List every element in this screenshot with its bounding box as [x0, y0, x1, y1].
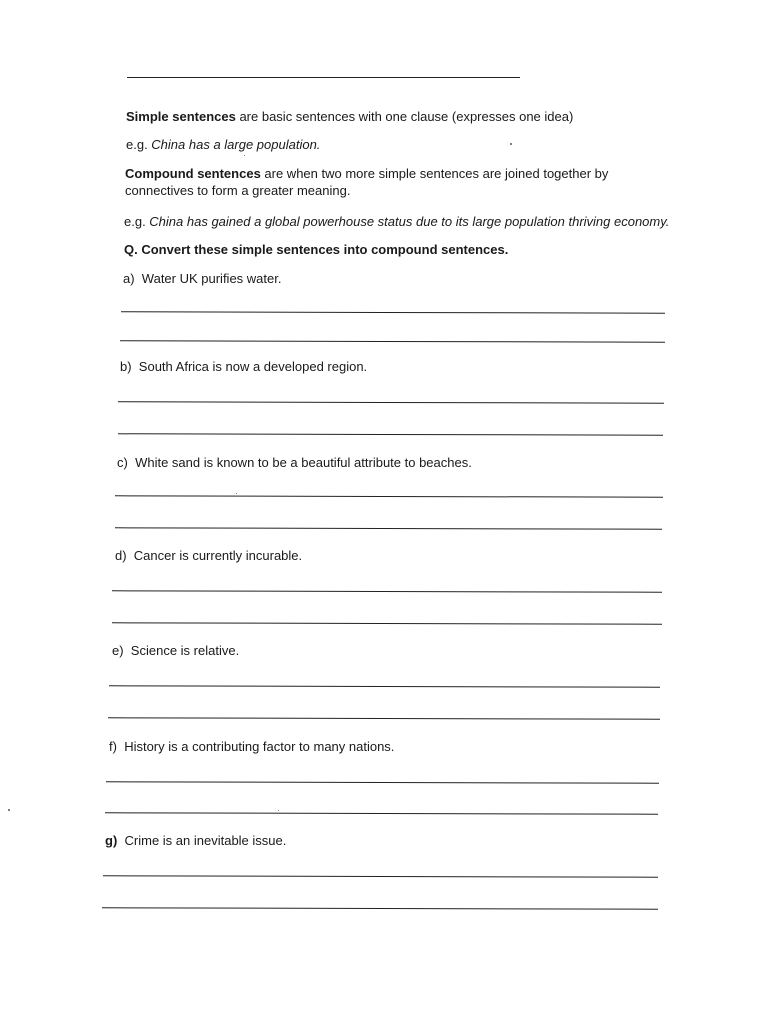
simple-example-prefix: e.g. — [126, 137, 152, 152]
compound-term: Compound sentences — [125, 166, 261, 181]
answer-line-b2[interactable] — [118, 433, 663, 435]
answer-line-g1[interactable] — [103, 875, 658, 877]
question-f-label: f) — [109, 739, 117, 754]
answer-line-c1[interactable] — [115, 495, 663, 497]
compound-definition-line2 — [125, 183, 350, 199]
answer-line-d2[interactable] — [112, 622, 662, 624]
question-c-label: c) — [117, 455, 128, 470]
compound-def-text: are when two more simple sentences are joined together by — [260, 166, 609, 181]
compound-def-text-2: connectives to form a greater meaning. — [125, 183, 351, 198]
question-g — [105, 833, 286, 849]
question-a-label: a) — [123, 271, 135, 286]
simple-definition — [126, 109, 573, 125]
answer-line-e1[interactable] — [109, 685, 660, 687]
question-g-text: Crime is an inevitable issue. — [124, 833, 287, 848]
scan-speck — [8, 809, 10, 811]
question-instruction: Q. Convert these simple sentences into compound sentences. — [124, 242, 509, 257]
question-c — [117, 455, 472, 471]
answer-line-f1[interactable] — [106, 781, 659, 783]
scan-speck — [278, 810, 279, 811]
answer-line-c2[interactable] — [115, 527, 662, 529]
question-b-label: b) — [120, 359, 132, 374]
answer-line-b1[interactable] — [118, 401, 664, 403]
answer-line-e2[interactable] — [108, 717, 660, 719]
answer-line-g2[interactable] — [102, 907, 658, 909]
compound-example-text: China has gained a global powerhouse status due to its large population thriving economy. — [149, 214, 670, 229]
question-f — [109, 739, 394, 755]
scan-speck — [244, 155, 245, 156]
simple-example-text: China has a large population. — [151, 137, 321, 152]
question-a — [123, 271, 281, 287]
simple-def-text: are basic sentences with one clause (expresses one idea) — [235, 109, 574, 124]
scan-speck — [510, 143, 512, 145]
answer-line-a2[interactable] — [120, 340, 665, 342]
question-b-text: South Africa is now a developed region. — [138, 359, 368, 374]
question-b — [120, 359, 367, 375]
answer-line-d1[interactable] — [112, 590, 662, 592]
question-d-text: Cancer is currently incurable. — [133, 548, 303, 563]
compound-example-prefix: e.g. — [124, 214, 150, 229]
question-d — [115, 548, 302, 564]
header-line — [127, 77, 520, 78]
question-a-text: Water UK purifies water. — [141, 271, 282, 286]
question-c-text: White sand is known to be a beautiful attribute to beaches. — [135, 455, 472, 470]
question-f-text: History is a contributing factor to many nations. — [124, 739, 395, 754]
answer-line-a1[interactable] — [121, 311, 665, 313]
question-e — [112, 643, 239, 659]
compound-definition-line1 — [125, 166, 608, 182]
scan-speck — [236, 493, 237, 494]
simple-term: Simple sentences — [126, 109, 236, 124]
question-g-label: g) — [105, 833, 118, 848]
compound-example — [124, 214, 669, 230]
question-d-label: d) — [115, 548, 127, 563]
answer-line-f2[interactable] — [105, 812, 658, 814]
simple-example — [126, 137, 320, 153]
question-e-text: Science is relative. — [130, 643, 240, 658]
question-e-label: e) — [112, 643, 124, 658]
